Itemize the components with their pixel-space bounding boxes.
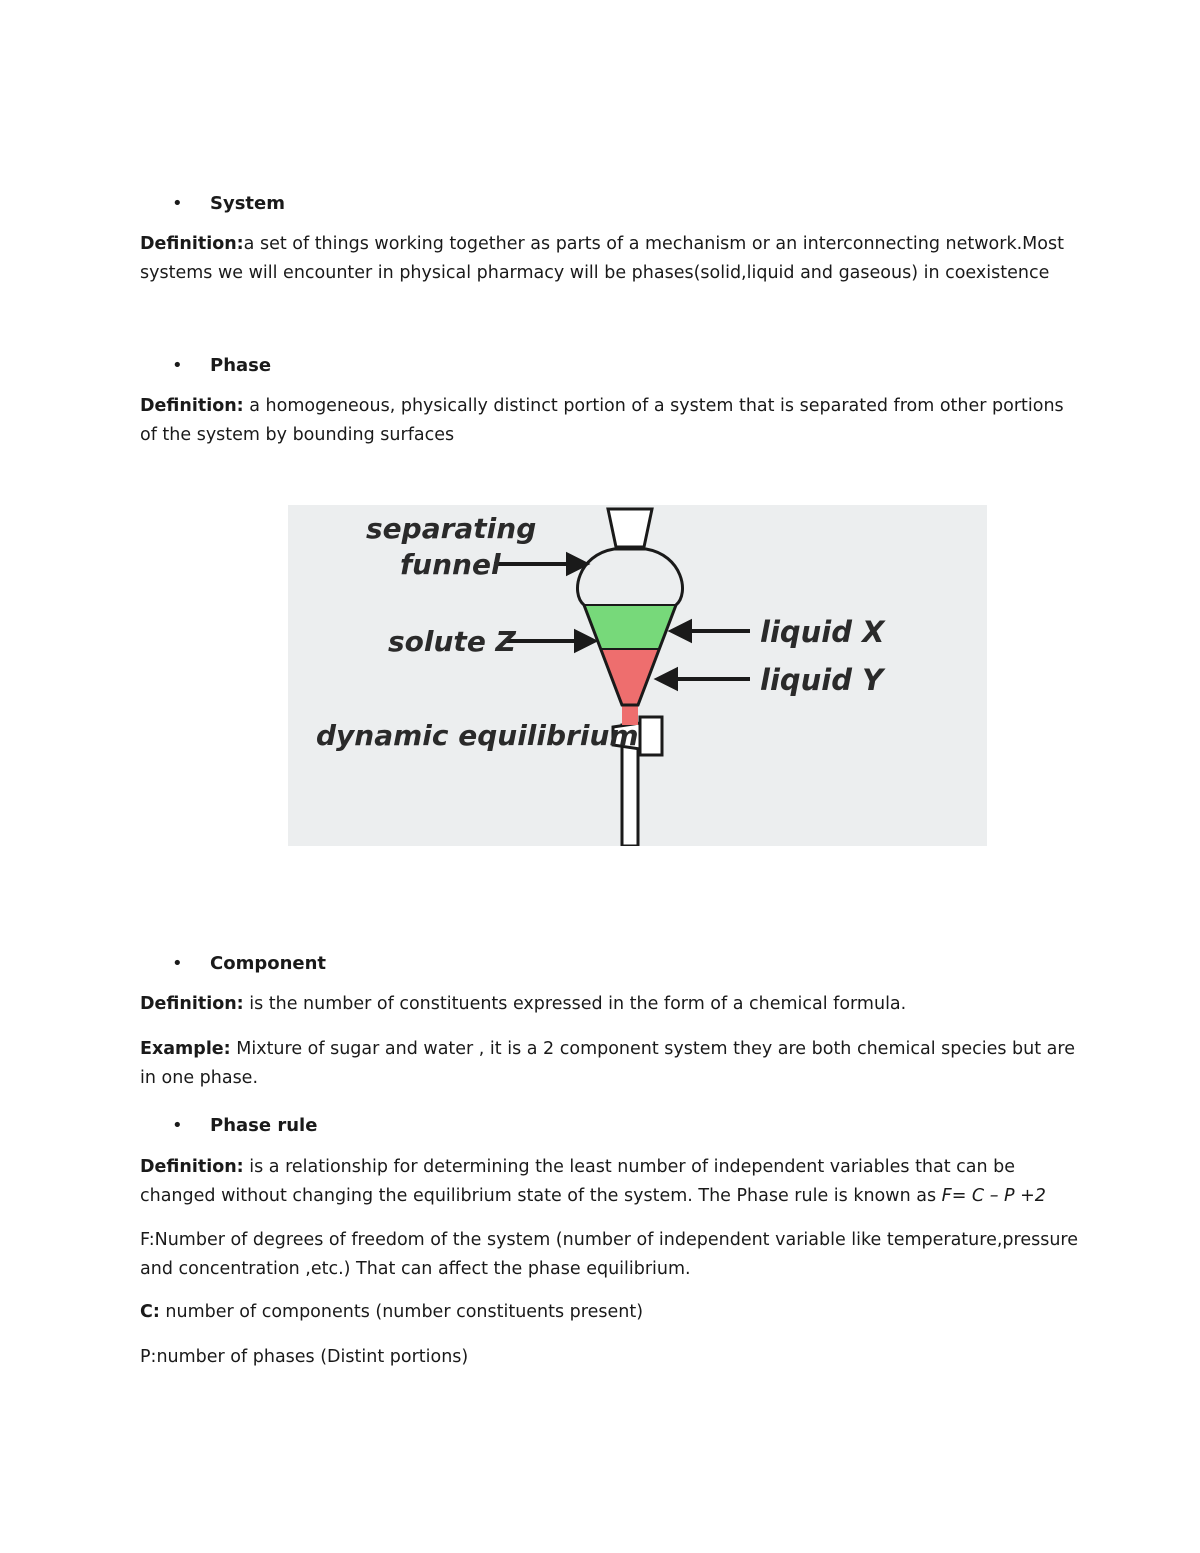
bullet-icon: • [172,953,183,974]
phase-rule-formula: F= C – P +2 [941,1186,1046,1206]
definition-label: Definition: [140,234,244,254]
bullet-icon: • [172,193,183,214]
bullet-phase-rule [172,1115,317,1136]
c-label: C: [140,1302,160,1322]
definition-label: Definition: [140,994,244,1014]
definition-label: Definition: [140,1157,244,1177]
heading-phase-rule: Phase rule [210,1115,318,1136]
label-equilibrium: dynamic equilibrium [316,719,639,752]
funnel-stopper [608,509,652,547]
separating-funnel-figure [288,505,987,846]
definition-phase [140,392,1080,450]
definition-phase-rule [140,1153,1080,1211]
heading-system: System [210,193,285,214]
definition-text: a homogeneous, physically distinct portion of a system that is separated from other portions of the system by bounding surfaces [140,396,1064,445]
example-component [140,1035,1080,1093]
bullet-system [172,193,285,214]
f-definition [140,1226,1080,1284]
label-liquid-y: liquid Y [760,663,884,697]
p-definition [140,1343,1080,1372]
heading-phase: Phase [210,355,272,376]
stopcock-handle [640,717,662,755]
bullet-phase [172,355,271,376]
example-text: Mixture of sugar and water , it is a 2 component system they are both chemical species but are in one phase. [140,1039,1075,1088]
c-definition [140,1298,1080,1327]
bullet-component [172,953,326,974]
heading-component: Component [210,953,327,974]
definition-text: is the number of constituents expressed in the form of a chemical formula. [243,994,907,1014]
label-liquid-x: liquid X [760,615,885,649]
bullet-icon: • [172,1115,183,1136]
definition-text: is a relationship for determining the least number of independent variables that can be changed without changing the equilibrium state of the system. The Phase rule is known as [140,1157,1016,1206]
c-text: number of components (number constituents present) [159,1302,644,1322]
label-separating: separating [366,512,537,545]
definition-component [140,990,1080,1019]
example-label: Example: [140,1039,231,1059]
definition-text: a set of things working together as parts of a mechanism or an interconnecting network.Most systems we will encounter in physical pharmacy will be phases(solid,liquid and gaseous) in coexistence [140,234,1064,283]
label-funnel: funnel [400,548,501,581]
definition-system [140,230,1080,288]
label-solute: solute Z [388,625,516,658]
definition-label: Definition: [140,396,244,416]
f-text: F:Number of degrees of freedom of the system (number of independent variable like temperature,pressure and concentration ,etc.) That can affect the phase equilibrium. [140,1230,1078,1279]
p-text: P:number of phases (Distint portions) [140,1347,469,1367]
bullet-icon: • [172,355,183,376]
